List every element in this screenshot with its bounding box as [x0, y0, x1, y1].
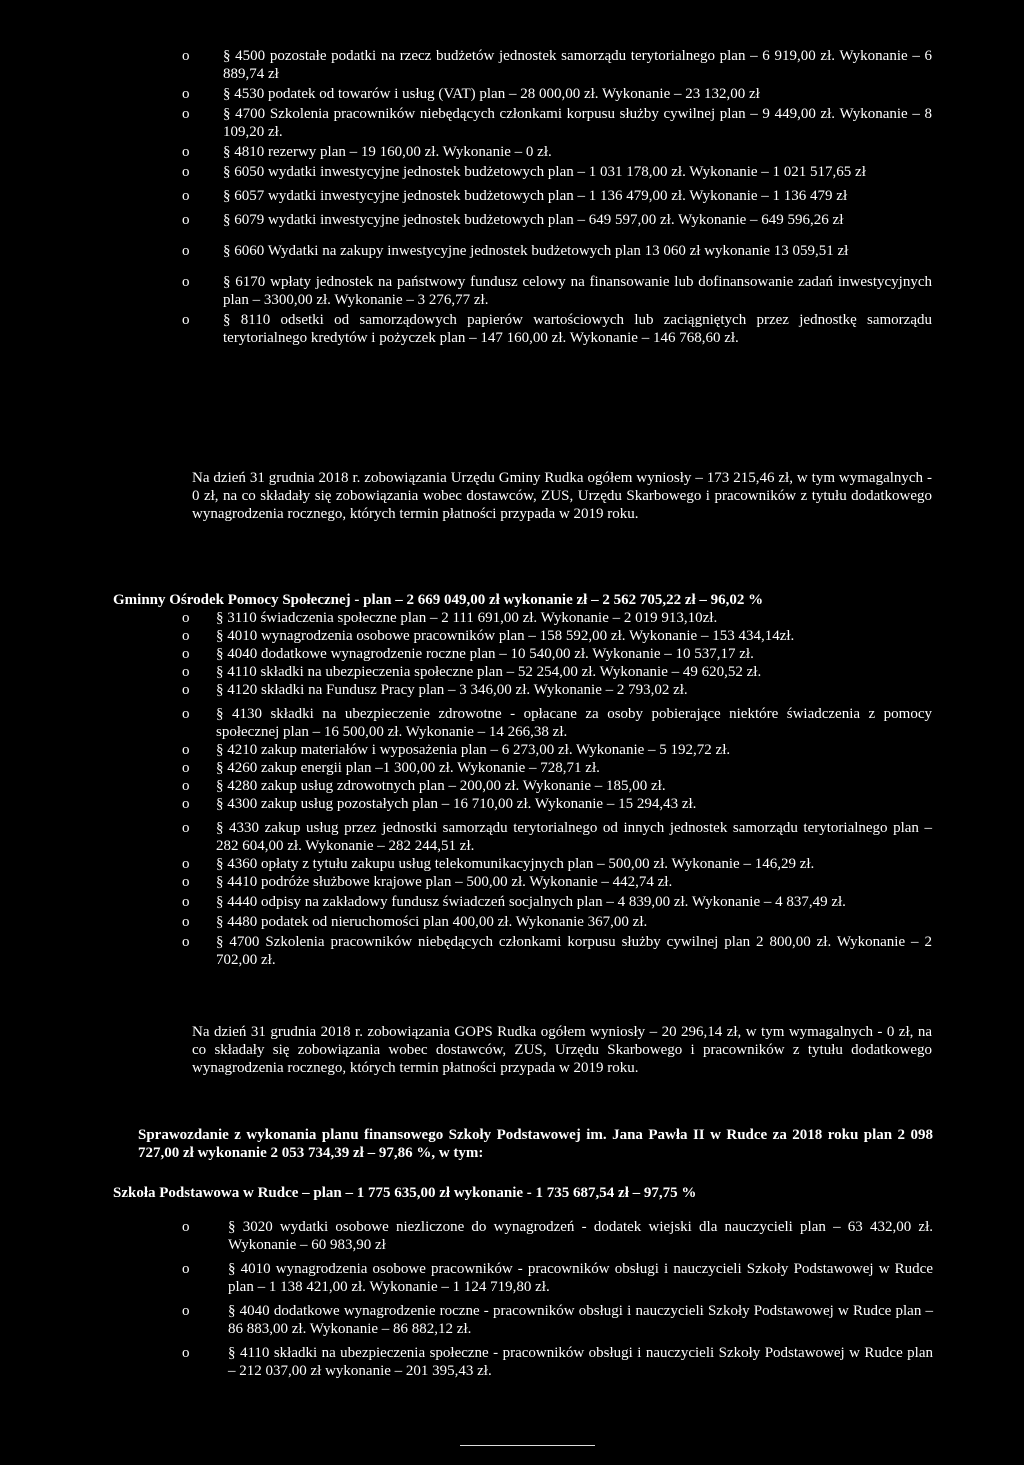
bullet-marker: o: [182, 610, 190, 626]
bullet-marker: o: [182, 914, 190, 930]
list-item-text: § 4810 rezerwy plan – 19 160,00 zł. Wykonanie – 0 zł.: [223, 144, 552, 160]
expense-list-ug: [0, 47, 1024, 347]
list-item: [180, 609, 932, 627]
list-item: [180, 645, 932, 663]
list-item: [180, 273, 932, 309]
list-item-text: § 4300 zakup usług pozostałych plan – 16 710,00 zł. Wykonanie – 15 294,43 zł.: [216, 796, 697, 812]
bullet-marker: o: [182, 646, 190, 662]
list-item: [180, 893, 932, 911]
list-item-text: § 4440 odpisy na zakładowy fundusz świadczeń socjalnych plan – 4 839,00 zł. Wykonanie – 4 837,49 zł.: [216, 894, 846, 910]
bullet-marker: o: [182, 212, 190, 228]
list-item: [180, 873, 932, 891]
bullet-marker: o: [182, 144, 190, 160]
list-item: [180, 143, 932, 161]
list-item-text: § 4210 zakup materiałów i wyposażenia plan – 6 273,00 zł. Wykonanie – 5 192,72 zł.: [216, 742, 731, 758]
list-item-text: § 4360 opłaty z tytułu zakupu usług telekomunikacyjnych plan – 500,00 zł. Wykonanie – 146,29 zł.: [216, 856, 815, 872]
list-item: [180, 85, 932, 103]
list-item: [180, 855, 932, 873]
list-item: [180, 741, 932, 759]
list-item-text: § 4120 składki na Fundusz Pracy plan – 3 346,00 zł. Wykonanie – 2 793,02 zł.: [216, 682, 688, 698]
list-item-text: § 4280 zakup usług zdrowotnych plan – 200,00 zł. Wykonanie – 185,00 zł.: [216, 778, 666, 794]
list-item-text: § 4260 zakup energii plan –1 300,00 zł. Wykonanie – 728,71 zł.: [216, 760, 600, 776]
bullet-marker: o: [182, 894, 190, 910]
gops-heading: Gminny Ośrodek Pomocy Społecznej - plan – 2 669 049,00 zł wykonanie zł – 2 562 705,22 zł – 96,02 %: [113, 592, 764, 608]
list-item: [180, 705, 932, 741]
list-item: [180, 759, 932, 777]
expense-list-school: [0, 1218, 1024, 1380]
bullet-marker: o: [182, 243, 190, 259]
footnote-separator: [460, 1445, 595, 1446]
bullet-marker: o: [182, 778, 190, 794]
list-item-text: § 6060 Wydatki na zakupy inwestycyjne jednostek budżetowych plan 13 060 zł wykonanie 13 059,51 zł: [223, 243, 849, 259]
list-item: [180, 187, 932, 205]
school-budget-heading: Szkoła Podstawowa w Rudce – plan – 1 775 635,00 zł wykonanie - 1 735 687,54 zł – 97,75 %: [113, 1185, 697, 1201]
list-item: [180, 681, 932, 699]
bullet-marker: o: [182, 682, 190, 698]
bullet-marker: o: [182, 1345, 190, 1361]
liabilities-note-ug: Na dzień 31 grudnia 2018 r. zobowiązania Urzędu Gminy Rudka ogółem wyniosły – 173 215,46 zł, w tym wymagalnych - 0 zł, na co składały się zobowiązania wobec dostawców, ZUS, Urzędu Skarbowego i pracowników z tytułu dodatkowego wynagrodzenia rocznego, których termin płatności przypada w 2019 roku.: [192, 470, 932, 522]
list-item: [180, 105, 932, 141]
list-item-text: § 4010 wynagrodzenia osobowe pracowników plan – 158 592,00 zł. Wykonanie – 153 434,14zł.: [216, 628, 795, 644]
bullet-marker: o: [182, 934, 190, 950]
list-item: [180, 47, 932, 83]
list-item: [180, 777, 932, 795]
bullet-marker: o: [182, 48, 190, 64]
list-item-text: § 6057 wydatki inwestycyjne jednostek budżetowych plan – 1 136 479,00 zł. Wykonanie – 1 136 479 zł: [223, 188, 848, 204]
list-item-text: § 4130 składki na ubezpieczenie zdrowotne - opłacane za osoby pobierające niektóre świadczenia z pomocy społecznej plan – 16 500,00 zł. Wykonanie – 14 266,38 zł.: [216, 706, 932, 740]
list-item: [180, 819, 932, 855]
list-item-text: § 3110 świadczenia społeczne plan – 2 111 691,00 zł. Wykonanie – 2 019 913,10zł.: [216, 610, 718, 626]
bullet-marker: o: [182, 86, 190, 102]
bullet-marker: o: [182, 760, 190, 776]
bullet-marker: o: [182, 706, 190, 722]
list-item: [180, 1260, 933, 1296]
list-item: [180, 211, 932, 229]
bullet-marker: o: [182, 856, 190, 872]
bullet-marker: o: [182, 164, 190, 180]
list-item: [180, 1218, 933, 1254]
school-report-heading: Sprawozdanie z wykonania planu finansowego Szkoły Podstawowej im. Jana Pawła II w Rudce za 2018 roku plan 2 098 727,00 zł wykonanie 2 053 734,39 zł – 97,86 %, w tym:: [138, 1127, 933, 1161]
bullet-marker: o: [182, 188, 190, 204]
list-item: [180, 913, 932, 931]
liabilities-note-gops: Na dzień 31 grudnia 2018 r. zobowiązania GOPS Rudka ogółem wyniosły – 20 296,14 zł, w tym wymagalnych - 0 zł, na co składały się zobowiązania wobec dostawców, ZUS, Urzędu Skarbowego i pracowników z tytułu dodatkowego wynagrodzenia rocznego, których termin płatności przypada w 2019 roku.: [192, 1024, 932, 1076]
bullet-marker: o: [182, 820, 190, 836]
list-item-text: § 4040 dodatkowe wynagrodzenie roczne - pracowników obsługi i nauczycieli Szkoły Podstawowej w Rudce plan – 86 883,00 zł. Wykonanie – 86 882,12 zł.: [228, 1303, 933, 1337]
list-item: [180, 311, 932, 347]
list-item-text: § 6050 wydatki inwestycyjne jednostek budżetowych plan – 1 031 178,00 zł. Wykonanie – 1 021 517,65 zł: [223, 164, 866, 180]
list-item-text: § 4110 składki na ubezpieczenia społeczne - pracowników obsługi i nauczycieli Szkoły Podstawowej w Rudce plan – 212 037,00 zł wykonanie – 201 395,43 zł.: [228, 1345, 933, 1379]
list-item: [180, 663, 932, 681]
list-item-text: § 4410 podróże służbowe krajowe plan – 500,00 zł. Wykonanie – 442,74 zł.: [216, 874, 673, 890]
bullet-marker: o: [182, 274, 190, 290]
list-item-text: § 8110 odsetki od samorządowych papierów wartościowych lub zaciągniętych przez jednostkę samorządu terytorialnego kredytów i pożyczek plan – 147 160,00 zł. Wykonanie – 146 768,60 zł.: [223, 312, 932, 346]
list-item-text: § 4700 Szkolenia pracowników niebędących członkami korpusu służby cywilnej plan – 9 449,00 zł. Wykonanie – 8 109,20 zł.: [223, 106, 932, 140]
bullet-marker: o: [182, 312, 190, 328]
list-item-text: § 4530 podatek od towarów i usług (VAT) plan – 28 000,00 zł. Wykonanie – 23 132,00 zł: [223, 86, 760, 102]
list-item: [180, 933, 932, 969]
list-item-text: § 4500 pozostałe podatki na rzecz budżetów jednostek samorządu terytorialnego plan – 6 919,00 zł. Wykonanie – 6 889,74 zł: [223, 48, 932, 82]
bullet-marker: o: [182, 796, 190, 812]
list-item-text: § 4040 dodatkowe wynagrodzenie roczne plan – 10 540,00 zł. Wykonanie – 10 537,17 zł.: [216, 646, 754, 662]
bullet-marker: o: [182, 742, 190, 758]
list-item: [180, 795, 932, 813]
bullet-marker: o: [182, 1303, 190, 1319]
list-item: [180, 1302, 933, 1338]
list-item-text: § 6170 wpłaty jednostek na państwowy fundusz celowy na finansowanie lub dofinansowanie zadań inwestycyjnych plan – 3300,00 zł. Wykonanie – 3 276,77 zł.: [223, 274, 932, 308]
bullet-marker: o: [182, 1219, 190, 1235]
list-item-text: § 4010 wynagrodzenia osobowe pracowników - pracowników obsługi i nauczycieli Szkoły Podstawowej w Rudce plan – 1 138 421,00 zł. Wykonanie – 1 124 719,80 zł.: [228, 1261, 933, 1295]
list-item-text: § 4700 Szkolenia pracowników niebędących członkami korpusu służby cywilnej plan 2 800,00 zł. Wykonanie – 2 702,00 zł.: [216, 934, 932, 968]
list-item: [180, 1344, 933, 1380]
list-item-text: § 6079 wydatki inwestycyjne jednostek budżetowych plan – 649 597,00 zł. Wykonanie – 649 596,26 zł: [223, 212, 844, 228]
list-item: [180, 163, 932, 181]
list-item: [180, 242, 932, 260]
bullet-marker: o: [182, 1261, 190, 1277]
bullet-marker: o: [182, 664, 190, 680]
bullet-marker: o: [182, 106, 190, 122]
list-item-text: § 4330 zakup usług przez jednostki samorządu terytorialnego od innych jednostek samorządu terytorialnego plan – 282 604,00 zł. Wykonanie – 282 244,51 zł.: [216, 820, 932, 854]
bullet-marker: o: [182, 874, 190, 890]
list-item-text: § 3020 wydatki osobowe niezliczone do wynagrodzeń - dodatek wiejski dla nauczycieli plan – 63 432,00 zł. Wykonanie – 60 983,90 zł: [228, 1219, 933, 1253]
expense-list-gops: [0, 609, 1024, 969]
bullet-marker: o: [182, 628, 190, 644]
list-item: [180, 627, 932, 645]
list-item-text: § 4480 podatek od nieruchomości plan 400,00 zł. Wykonanie 367,00 zł.: [216, 914, 648, 930]
list-item-text: § 4110 składki na ubezpieczenia społeczne plan – 52 254,00 zł. Wykonanie – 49 620,52 zł.: [216, 664, 762, 680]
